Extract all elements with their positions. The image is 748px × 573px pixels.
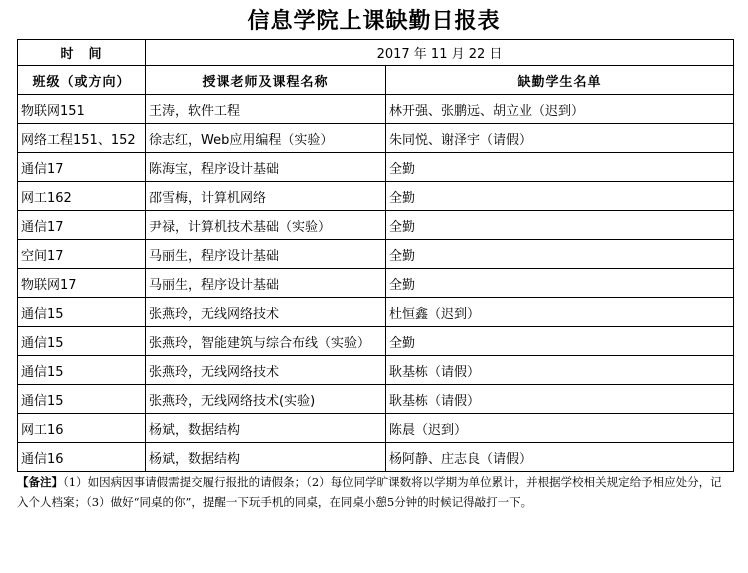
- remarks: [17, 472, 733, 512]
- course-cell: 马丽生，程序设计基础: [146, 269, 386, 298]
- column-header-teacher-course: 授课老师及课程名称: [146, 66, 386, 95]
- page-title: 信息学院上课缺勤日报表: [247, 8, 501, 34]
- table-row: [18, 269, 734, 298]
- absent-cell: 全勤: [386, 211, 734, 240]
- class-cell: 空间17: [18, 240, 146, 269]
- remarks-label: 【备注】: [17, 475, 63, 489]
- absent-cell: 全勤: [386, 153, 734, 182]
- course-cell: 邵雪梅，计算机网络: [146, 182, 386, 211]
- absent-cell: 杜恒鑫（迟到）: [386, 298, 734, 327]
- class-cell: 通信17: [18, 153, 146, 182]
- absent-cell: 耿基栋（请假）: [386, 356, 734, 385]
- time-label: 时 间: [18, 40, 146, 66]
- absent-cell: 陈晨（迟到）: [386, 414, 734, 443]
- table-row: [18, 298, 734, 327]
- class-cell: 网络工程151、152: [18, 124, 146, 153]
- table-row: [18, 414, 734, 443]
- table-row: [18, 385, 734, 414]
- class-cell: 通信16: [18, 443, 146, 472]
- table-row: [18, 124, 734, 153]
- table-row: [18, 443, 734, 472]
- table-row: [18, 327, 734, 356]
- table-row: [18, 240, 734, 269]
- report-date: 2017 年 11 月 22 日: [146, 40, 734, 66]
- course-cell: 陈海宝，程序设计基础: [146, 153, 386, 182]
- class-cell: 通信15: [18, 327, 146, 356]
- header-row: [18, 66, 734, 95]
- class-cell: 物联网151: [18, 95, 146, 124]
- course-cell: 张燕玲，智能建筑与综合布线（实验）: [146, 327, 386, 356]
- course-cell: 尹禄，计算机技术基础（实验）: [146, 211, 386, 240]
- table-row: [18, 153, 734, 182]
- class-cell: 通信15: [18, 385, 146, 414]
- class-cell: 通信17: [18, 211, 146, 240]
- absent-cell: 全勤: [386, 240, 734, 269]
- absent-cell: 全勤: [386, 327, 734, 356]
- course-cell: 张燕玲，无线网络技术: [146, 298, 386, 327]
- table-row: [18, 211, 734, 240]
- remarks-text: （1）如因病因事请假需提交履行报批的请假条；（2）每位同学旷课数将以学期为单位累计，并根据学校相关规定给予相应处分，记入个人档案；（3）做好“同桌的你”，提醒一下玩手机的同桌，在同桌小憩5分钟的时候记得敲打一下。: [17, 475, 722, 509]
- class-cell: 网工16: [18, 414, 146, 443]
- course-cell: 马丽生，程序设计基础: [146, 240, 386, 269]
- absent-cell: 杨阿静、庄志良（请假）: [386, 443, 734, 472]
- column-header-class: 班级（或方向）: [18, 66, 146, 95]
- class-cell: 通信15: [18, 356, 146, 385]
- class-cell: 通信15: [18, 298, 146, 327]
- class-cell: 网工162: [18, 182, 146, 211]
- course-cell: 杨斌，数据结构: [146, 414, 386, 443]
- column-header-absent: 缺勤学生名单: [386, 66, 734, 95]
- attendance-table: [17, 39, 734, 472]
- table-row: [18, 182, 734, 211]
- table-row: [18, 95, 734, 124]
- course-cell: 张燕玲，无线网络技术(实验): [146, 385, 386, 414]
- absent-cell: 全勤: [386, 269, 734, 298]
- course-cell: 徐志红，Web应用编程（实验）: [146, 124, 386, 153]
- table-row: [18, 356, 734, 385]
- course-cell: 张燕玲，无线网络技术: [146, 356, 386, 385]
- time-row: [18, 40, 734, 66]
- class-cell: 物联网17: [18, 269, 146, 298]
- course-cell: 杨斌，数据结构: [146, 443, 386, 472]
- absent-cell: 全勤: [386, 182, 734, 211]
- absent-cell: 林开强、张鹏远、胡立业（迟到）: [386, 95, 734, 124]
- course-cell: 王涛，软件工程: [146, 95, 386, 124]
- absent-cell: 朱同悦、谢泽宇（请假）: [386, 124, 734, 153]
- absent-cell: 耿基栋（请假）: [386, 385, 734, 414]
